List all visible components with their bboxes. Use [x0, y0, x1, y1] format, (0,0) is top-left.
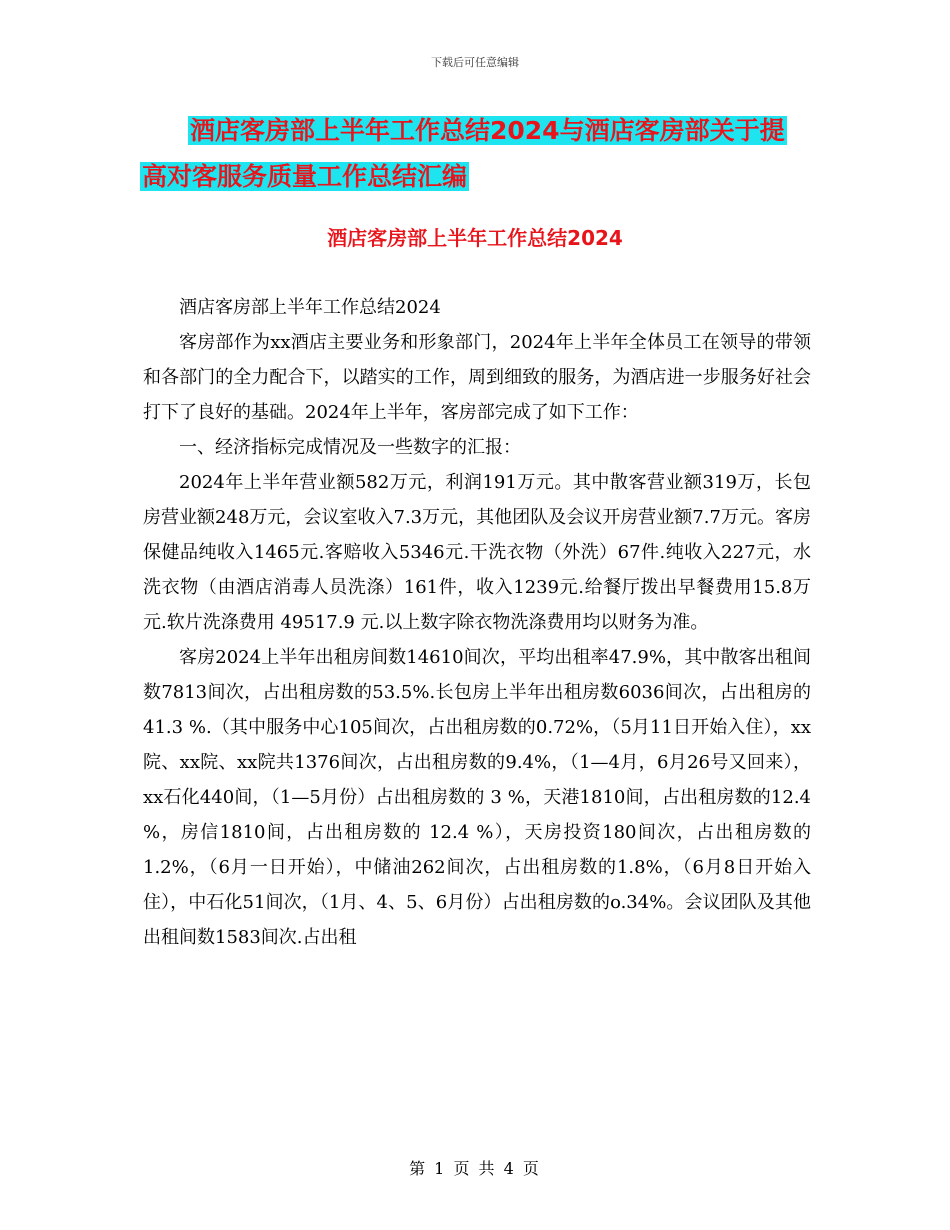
- document-main-title: [140, 108, 860, 200]
- main-title-line-2: 高对客服务质量工作总结汇编: [142, 162, 468, 191]
- page-header-note: 下载后可任意编辑: [431, 56, 519, 69]
- paragraph-intro: 客房部作为xx酒店主要业务和形象部门，2024年上半年全体员工在领导的带领和各部门的全力配合下，以踏实的工作，周到细致的服务，为酒店进一步服务好社会打下了良好的基础。2024年上半年，客房部完成了如下工作：: [143, 332, 811, 423]
- paragraph-heading: 酒店客房部上半年工作总结2024: [179, 297, 441, 318]
- paragraph-occupancy: 客房2024上半年出租房间数14610间次，平均出租率47.9%，其中散客出租间数7813间次，占出租房数的53.5%.长包房上半年出租房数6036间次，占出租房的 41.3 %.（其中服务中心105间次，占出租房数的0.72%，（5月11日开始入住），xx院、xx院、xx院共1376间次，占出租房数的9.4%，（1—4月，6月26号又回来），xx石化440间，（1—5月份）占出租房数的 3 %，天港1810间，占出租房数的12.4 %，房信1810间，占出租房数的 12.4 %），天房投资180间次，占出租房数的1.2%，（6月一日开始），中储油262间次，占出租房数的1.8%，（6月8日开始入住），中石化51间次，（1月、4、5、6月份）占出租房数的o.34%。会议团队及其他出租间数1583间次.占出租: [143, 647, 811, 948]
- main-title-line-1: 酒店客房部上半年工作总结2024与酒店客房部关于提: [190, 116, 785, 145]
- paragraph-revenue: 2024年上半年营业额582万元，利润191万元。其中散客营业额319万，长包房营业额248万元，会议室收入7.3万元，其他团队及会议开房营业额7.7万元。客房保健品纯收入1465元.客赔收入5346元.干洗衣物（外洗）67件.纯收入227元，水洗衣物（由酒店消毒人员洗涤）161件，收入1239元.给餐厅拨出早餐费用15.8万元.软片洗涤费用 49517.9 元.以上数字除衣物洗涤费用均以财务为准。: [143, 472, 811, 633]
- section-title: 酒店客房部上半年工作总结2024: [327, 226, 623, 250]
- page-footer: 第 1 页 共 4 页: [409, 1159, 541, 1178]
- document-body: [143, 290, 811, 955]
- paragraph-section-one-heading: 一、经济指标完成情况及一些数字的汇报：: [179, 437, 521, 458]
